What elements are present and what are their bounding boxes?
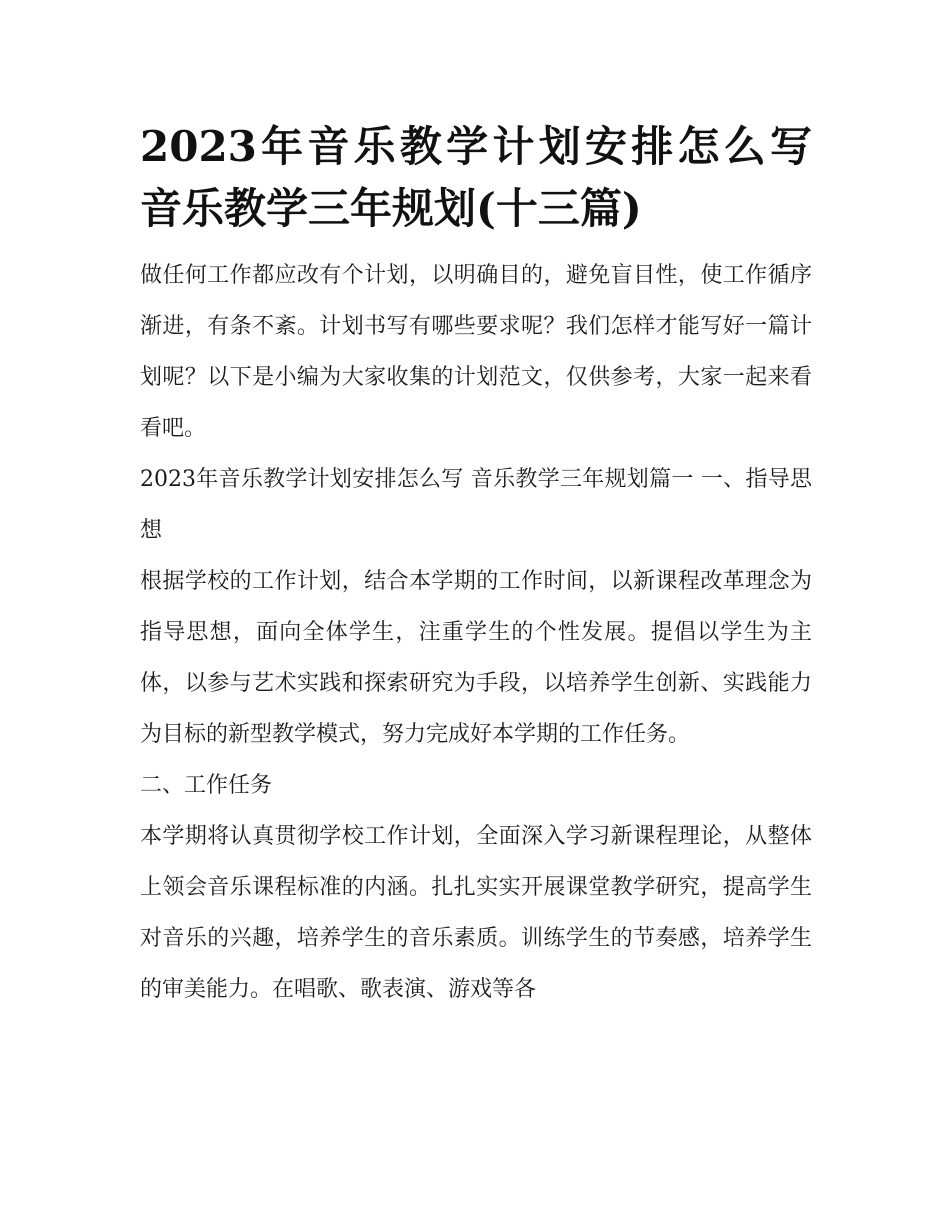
- document-body: [140, 116, 812, 1015]
- section-heading-work-tasks: 二、工作任务: [140, 773, 273, 798]
- document-title: 2023年音乐教学计划安排怎么写 音乐教学三年规划(十三篇): [140, 122, 812, 233]
- section-heading-guiding-ideology: 2023年音乐教学计划安排怎么写 音乐教学三年规划篇一 一、指导思想: [140, 467, 812, 543]
- guiding-ideology-paragraph: 根据学校的工作计划，结合本学期的工作时间，以新课程改革理念为指导思想，面向全体学生，注重学生的个性发展。提倡以学生为主体，以参与艺术实践和探索研究为手段，以培养学生创新、实践能力为目标的新型教学模式，努力完成好本学期的工作任务。: [140, 569, 812, 747]
- intro-paragraph: 做任何工作都应改有个计划，以明确目的，避免盲目性，使工作循序渐进，有条不紊。计划书写有哪些要求呢？我们怎样才能写好一篇计划呢？以下是小编为大家收集的计划范文，仅供参考，大家一起来看看吧。: [140, 263, 812, 441]
- work-tasks-paragraph: 本学期将认真贯彻学校工作计划，全面深入学习新课程理论，从整体上领会音乐课程标准的内涵。扎扎实实开展课堂教学研究，提高学生对音乐的兴趣，培养学生的音乐素质。训练学生的节奏感，培养学生的审美能力。在唱歌、歌表演、游戏等各: [140, 824, 812, 1002]
